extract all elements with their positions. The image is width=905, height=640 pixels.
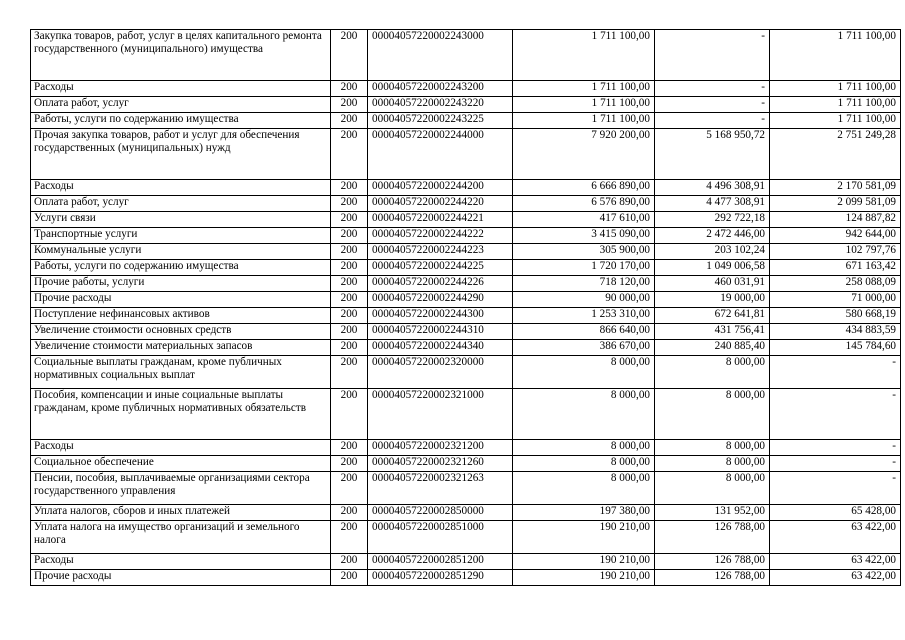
row-executed-cell: 131 952,00 xyxy=(655,505,770,521)
row-name-cell: Расходы xyxy=(31,554,331,570)
row-name-cell: Уплата налога на имущество организаций и земельного налога xyxy=(31,521,331,554)
row-kbk-cell: 00004057220002851290 xyxy=(368,570,513,586)
row-code-cell: 200 xyxy=(331,356,368,389)
budget-execution-table xyxy=(30,29,901,586)
row-name-cell: Расходы xyxy=(31,440,331,456)
row-approved-cell: 305 900,00 xyxy=(513,244,655,260)
row-code-cell: 200 xyxy=(331,440,368,456)
row-kbk-cell: 00004057220002243225 xyxy=(368,113,513,129)
row-name-cell: Оплата работ, услуг xyxy=(31,196,331,212)
row-executed-cell: 4 477 308,91 xyxy=(655,196,770,212)
row-kbk-cell: 00004057220002243000 xyxy=(368,30,513,81)
row-code-cell: 200 xyxy=(331,340,368,356)
row-unexecuted-cell: 1 711 100,00 xyxy=(770,97,901,113)
row-executed-cell: 126 788,00 xyxy=(655,570,770,586)
row-approved-cell: 90 000,00 xyxy=(513,292,655,308)
row-kbk-cell: 00004057220002244300 xyxy=(368,308,513,324)
row-code-cell: 200 xyxy=(331,129,368,180)
row-executed-cell: 8 000,00 xyxy=(655,456,770,472)
row-name-cell: Работы, услуги по содержанию имущества xyxy=(31,113,331,129)
row-approved-cell: 190 210,00 xyxy=(513,554,655,570)
row-approved-cell: 1 711 100,00 xyxy=(513,30,655,81)
row-approved-cell: 8 000,00 xyxy=(513,472,655,505)
row-approved-cell: 6 666 890,00 xyxy=(513,180,655,196)
row-executed-cell: 5 168 950,72 xyxy=(655,129,770,180)
row-name-cell: Прочая закупка товаров, работ и услуг для обеспечения государственных (муниципальных) нужд xyxy=(31,129,331,180)
row-approved-cell: 1 253 310,00 xyxy=(513,308,655,324)
row-name-cell: Уплата налогов, сборов и иных платежей xyxy=(31,505,331,521)
row-kbk-cell: 00004057220002851000 xyxy=(368,521,513,554)
row-kbk-cell: 00004057220002244310 xyxy=(368,324,513,340)
row-name-cell: Пособия, компенсации и иные социальные выплаты гражданам, кроме публичных нормативных обязательств xyxy=(31,389,331,440)
table-row xyxy=(31,570,901,586)
table-row xyxy=(31,212,901,228)
table-row xyxy=(31,440,901,456)
row-kbk-cell: 00004057220002244223 xyxy=(368,244,513,260)
row-unexecuted-cell: 65 428,00 xyxy=(770,505,901,521)
row-code-cell: 200 xyxy=(331,554,368,570)
table-row xyxy=(31,456,901,472)
row-approved-cell: 8 000,00 xyxy=(513,456,655,472)
row-name-cell: Поступление нефинансовых активов xyxy=(31,308,331,324)
row-unexecuted-cell: 1 711 100,00 xyxy=(770,113,901,129)
table-row xyxy=(31,196,901,212)
row-code-cell: 200 xyxy=(331,570,368,586)
row-name-cell: Услуги связи xyxy=(31,212,331,228)
row-name-cell: Транспортные услуги xyxy=(31,228,331,244)
row-kbk-cell: 00004057220002244226 xyxy=(368,276,513,292)
row-approved-cell: 386 670,00 xyxy=(513,340,655,356)
row-unexecuted-cell: 63 422,00 xyxy=(770,570,901,586)
row-unexecuted-cell: - xyxy=(770,472,901,505)
row-approved-cell: 417 610,00 xyxy=(513,212,655,228)
row-unexecuted-cell: 434 883,59 xyxy=(770,324,901,340)
row-approved-cell: 190 210,00 xyxy=(513,521,655,554)
row-approved-cell: 1 711 100,00 xyxy=(513,113,655,129)
table-row xyxy=(31,129,901,180)
row-unexecuted-cell: 63 422,00 xyxy=(770,554,901,570)
row-code-cell: 200 xyxy=(331,308,368,324)
row-kbk-cell: 00004057220002244221 xyxy=(368,212,513,228)
row-name-cell: Оплата работ, услуг xyxy=(31,97,331,113)
table-body xyxy=(31,30,901,586)
row-unexecuted-cell: - xyxy=(770,389,901,440)
row-unexecuted-cell: 145 784,60 xyxy=(770,340,901,356)
table-row xyxy=(31,505,901,521)
row-approved-cell: 1 720 170,00 xyxy=(513,260,655,276)
row-executed-cell: 8 000,00 xyxy=(655,389,770,440)
row-kbk-cell: 00004057220002321000 xyxy=(368,389,513,440)
row-unexecuted-cell: 124 887,82 xyxy=(770,212,901,228)
table-row xyxy=(31,228,901,244)
row-executed-cell: 431 756,41 xyxy=(655,324,770,340)
row-unexecuted-cell: 671 163,42 xyxy=(770,260,901,276)
row-unexecuted-cell: 63 422,00 xyxy=(770,521,901,554)
row-code-cell: 200 xyxy=(331,521,368,554)
row-approved-cell: 6 576 890,00 xyxy=(513,196,655,212)
row-code-cell: 200 xyxy=(331,324,368,340)
row-code-cell: 200 xyxy=(331,505,368,521)
row-unexecuted-cell: 1 711 100,00 xyxy=(770,81,901,97)
row-name-cell: Прочие расходы xyxy=(31,292,331,308)
row-kbk-cell: 00004057220002243220 xyxy=(368,97,513,113)
row-code-cell: 200 xyxy=(331,260,368,276)
row-executed-cell: - xyxy=(655,113,770,129)
row-name-cell: Расходы xyxy=(31,81,331,97)
row-code-cell: 200 xyxy=(331,276,368,292)
row-name-cell: Пенсии, пособия, выплачиваемые организациями сектора государственного управления xyxy=(31,472,331,505)
row-executed-cell: 460 031,91 xyxy=(655,276,770,292)
row-name-cell: Социальные выплаты гражданам, кроме публичных нормативных социальных выплат xyxy=(31,356,331,389)
row-executed-cell: 1 049 006,58 xyxy=(655,260,770,276)
table-row xyxy=(31,113,901,129)
row-kbk-cell: 00004057220002244340 xyxy=(368,340,513,356)
row-code-cell: 200 xyxy=(331,180,368,196)
table-row xyxy=(31,521,901,554)
row-code-cell: 200 xyxy=(331,456,368,472)
row-approved-cell: 3 415 090,00 xyxy=(513,228,655,244)
row-name-cell: Увеличение стоимости основных средств xyxy=(31,324,331,340)
row-executed-cell: 672 641,81 xyxy=(655,308,770,324)
table-row xyxy=(31,276,901,292)
row-executed-cell: 8 000,00 xyxy=(655,356,770,389)
row-unexecuted-cell: 942 644,00 xyxy=(770,228,901,244)
row-name-cell: Закупка товаров, работ, услуг в целях капитального ремонта государственного (муниципального) имущества xyxy=(31,30,331,81)
row-kbk-cell: 00004057220002851200 xyxy=(368,554,513,570)
row-approved-cell: 190 210,00 xyxy=(513,570,655,586)
row-executed-cell: - xyxy=(655,81,770,97)
row-kbk-cell: 00004057220002244290 xyxy=(368,292,513,308)
row-kbk-cell: 00004057220002321200 xyxy=(368,440,513,456)
row-unexecuted-cell: 580 668,19 xyxy=(770,308,901,324)
row-approved-cell: 197 380,00 xyxy=(513,505,655,521)
row-code-cell: 200 xyxy=(331,244,368,260)
row-approved-cell: 718 120,00 xyxy=(513,276,655,292)
row-approved-cell: 8 000,00 xyxy=(513,356,655,389)
table-row xyxy=(31,97,901,113)
row-code-cell: 200 xyxy=(331,212,368,228)
table-row xyxy=(31,292,901,308)
row-code-cell: 200 xyxy=(331,228,368,244)
row-executed-cell: 240 885,40 xyxy=(655,340,770,356)
row-code-cell: 200 xyxy=(331,472,368,505)
row-unexecuted-cell: - xyxy=(770,456,901,472)
row-name-cell: Расходы xyxy=(31,180,331,196)
table-row xyxy=(31,180,901,196)
row-code-cell: 200 xyxy=(331,389,368,440)
row-kbk-cell: 00004057220002321263 xyxy=(368,472,513,505)
row-executed-cell: - xyxy=(655,97,770,113)
table-row xyxy=(31,244,901,260)
row-code-cell: 200 xyxy=(331,292,368,308)
row-kbk-cell: 00004057220002320000 xyxy=(368,356,513,389)
row-unexecuted-cell: 2 751 249,28 xyxy=(770,129,901,180)
row-executed-cell: 292 722,18 xyxy=(655,212,770,228)
row-unexecuted-cell: 2 099 581,09 xyxy=(770,196,901,212)
row-approved-cell: 866 640,00 xyxy=(513,324,655,340)
row-approved-cell: 1 711 100,00 xyxy=(513,81,655,97)
table-row xyxy=(31,340,901,356)
table-row xyxy=(31,324,901,340)
row-name-cell: Прочие расходы xyxy=(31,570,331,586)
row-kbk-cell: 00004057220002244200 xyxy=(368,180,513,196)
table-row xyxy=(31,260,901,276)
row-kbk-cell: 00004057220002321260 xyxy=(368,456,513,472)
row-kbk-cell: 00004057220002243200 xyxy=(368,81,513,97)
row-approved-cell: 8 000,00 xyxy=(513,389,655,440)
table-row xyxy=(31,554,901,570)
row-executed-cell: 126 788,00 xyxy=(655,554,770,570)
row-code-cell: 200 xyxy=(331,97,368,113)
row-executed-cell: 8 000,00 xyxy=(655,472,770,505)
row-code-cell: 200 xyxy=(331,196,368,212)
row-executed-cell: 4 496 308,91 xyxy=(655,180,770,196)
row-name-cell: Работы, услуги по содержанию имущества xyxy=(31,260,331,276)
row-kbk-cell: 00004057220002244225 xyxy=(368,260,513,276)
row-name-cell: Увеличение стоимости материальных запасов xyxy=(31,340,331,356)
row-name-cell: Прочие работы, услуги xyxy=(31,276,331,292)
table-row xyxy=(31,356,901,389)
row-approved-cell: 1 711 100,00 xyxy=(513,97,655,113)
row-unexecuted-cell: - xyxy=(770,440,901,456)
table-row xyxy=(31,308,901,324)
row-code-cell: 200 xyxy=(331,81,368,97)
row-unexecuted-cell: 258 088,09 xyxy=(770,276,901,292)
row-unexecuted-cell: 1 711 100,00 xyxy=(770,30,901,81)
row-unexecuted-cell: 71 000,00 xyxy=(770,292,901,308)
row-kbk-cell: 00004057220002244220 xyxy=(368,196,513,212)
row-name-cell: Социальное обеспечение xyxy=(31,456,331,472)
row-approved-cell: 7 920 200,00 xyxy=(513,129,655,180)
row-unexecuted-cell: - xyxy=(770,356,901,389)
row-kbk-cell: 00004057220002850000 xyxy=(368,505,513,521)
row-kbk-cell: 00004057220002244000 xyxy=(368,129,513,180)
row-kbk-cell: 00004057220002244222 xyxy=(368,228,513,244)
row-code-cell: 200 xyxy=(331,30,368,81)
row-executed-cell: 8 000,00 xyxy=(655,440,770,456)
row-name-cell: Коммунальные услуги xyxy=(31,244,331,260)
table-row xyxy=(31,30,901,81)
table-row xyxy=(31,81,901,97)
row-unexecuted-cell: 102 797,76 xyxy=(770,244,901,260)
row-code-cell: 200 xyxy=(331,113,368,129)
row-executed-cell: - xyxy=(655,30,770,81)
row-unexecuted-cell: 2 170 581,09 xyxy=(770,180,901,196)
row-approved-cell: 8 000,00 xyxy=(513,440,655,456)
table-row xyxy=(31,389,901,440)
row-executed-cell: 19 000,00 xyxy=(655,292,770,308)
row-executed-cell: 126 788,00 xyxy=(655,521,770,554)
row-executed-cell: 203 102,24 xyxy=(655,244,770,260)
row-executed-cell: 2 472 446,00 xyxy=(655,228,770,244)
table-row xyxy=(31,472,901,505)
